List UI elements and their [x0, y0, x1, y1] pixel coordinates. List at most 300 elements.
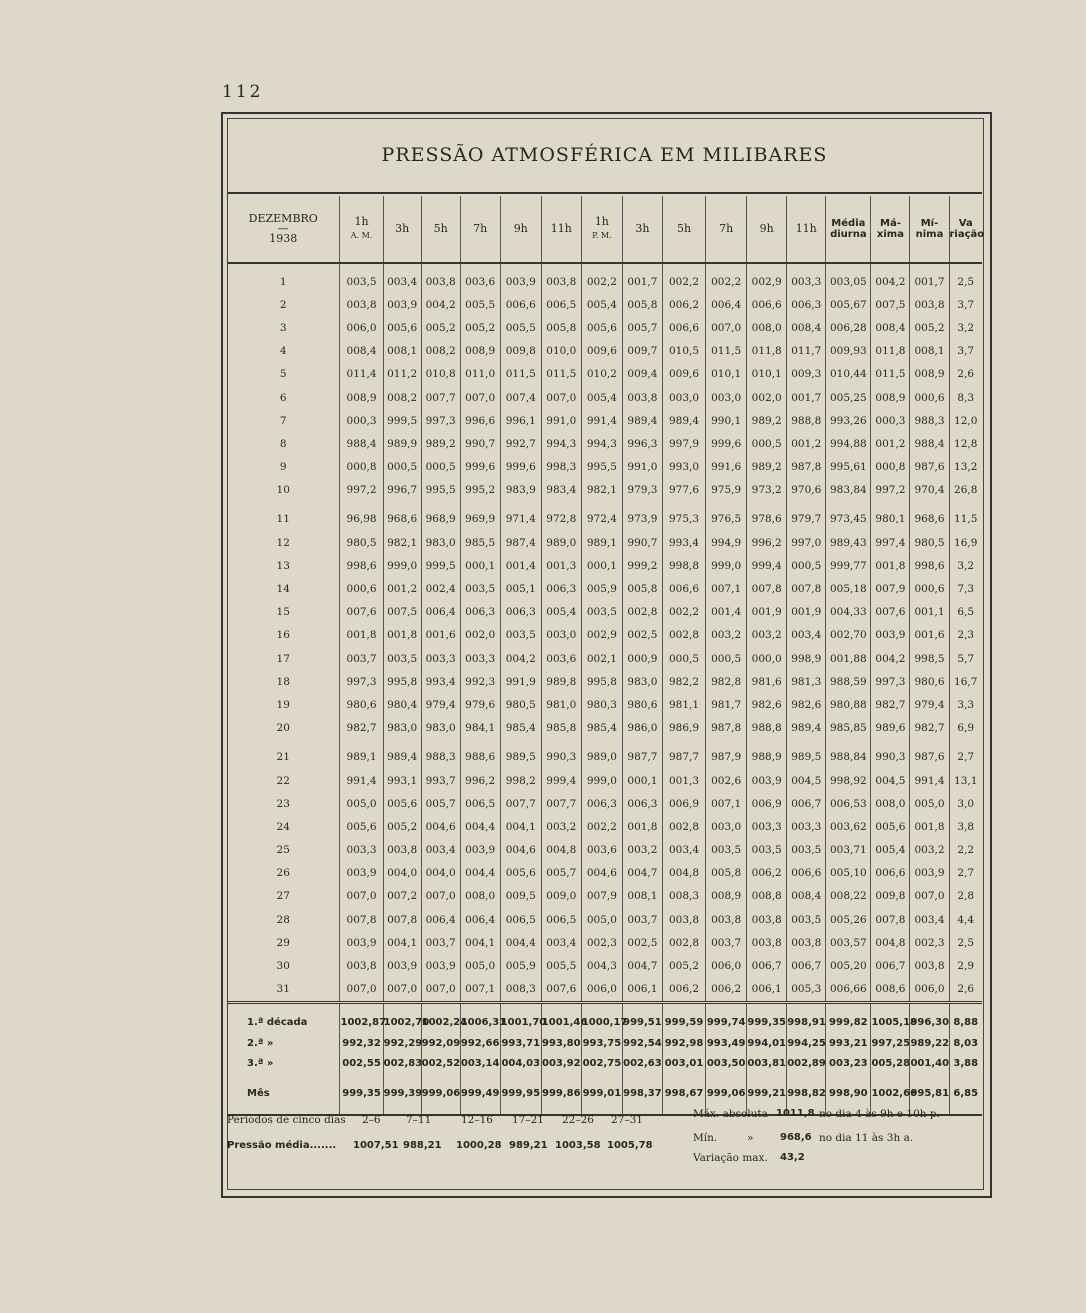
- day-cell: 20: [276, 722, 290, 735]
- value-cell: 002,2: [581, 815, 622, 838]
- hour-header: 9h: [500, 196, 541, 263]
- table-row: [227, 647, 982, 670]
- value-cell: 006,0: [581, 978, 622, 1003]
- value-cell: 990,7: [622, 531, 662, 554]
- summary-cell: 999,21: [747, 1074, 787, 1115]
- value-cell: 983,0: [622, 670, 662, 693]
- value-cell: 006,3: [541, 577, 581, 600]
- table-row: [227, 862, 982, 885]
- value-cell: 002,70: [826, 624, 871, 647]
- summary-cell: 1002,87: [340, 1002, 383, 1034]
- day-cell: 23: [276, 797, 290, 810]
- value-cell: 982,7: [910, 717, 949, 740]
- value-cell: 005,5: [460, 293, 500, 316]
- value-cell: 987,9: [706, 746, 747, 769]
- value-cell: 3,3: [949, 693, 982, 716]
- day-cell: 14: [276, 583, 290, 596]
- day-cell: 21: [276, 751, 290, 764]
- value-cell: 2,2: [949, 839, 982, 862]
- day-cell: 4: [279, 345, 287, 358]
- media-header: Média diurna: [826, 196, 871, 263]
- value-cell: 006,53: [826, 792, 871, 815]
- value-cell: 2,5: [949, 263, 982, 293]
- value-cell: 006,7: [787, 792, 826, 815]
- summary-cell: 999,35: [340, 1074, 383, 1115]
- min-ditto: »: [747, 1132, 754, 1144]
- value-cell: 006,3: [500, 601, 541, 624]
- value-cell: 8,3: [949, 386, 982, 409]
- value-cell: 007,7: [541, 792, 581, 815]
- value-cell: 003,0: [706, 386, 747, 409]
- value-cell: 004,1: [460, 931, 500, 954]
- value-cell: 008,9: [910, 363, 949, 386]
- summary-cell: 999,95: [500, 1074, 541, 1115]
- value-cell: 968,6: [910, 508, 949, 531]
- value-cell: 992,3: [460, 670, 500, 693]
- value-cell: 984,1: [460, 717, 500, 740]
- value-cell: 001,9: [787, 601, 826, 624]
- value-cell: 003,62: [826, 815, 871, 838]
- value-cell: 001,8: [340, 624, 383, 647]
- page-title: PRESSÃO ATMOSFÉRICA EM MILIBARES: [381, 144, 828, 166]
- value-cell: 973,9: [622, 508, 662, 531]
- value-cell: 008,2: [383, 386, 421, 409]
- value-cell: 005,7: [541, 862, 581, 885]
- value-cell: 994,3: [541, 432, 581, 455]
- variacao-header: Va riação: [949, 196, 982, 263]
- value-cell: 13,2: [949, 456, 982, 479]
- value-cell: 002,2: [581, 263, 622, 293]
- value-cell: 007,0: [383, 978, 421, 1003]
- day-cell: 16: [276, 629, 290, 642]
- value-cell: 991,0: [622, 456, 662, 479]
- value-cell: 006,6: [662, 577, 705, 600]
- table-row: [227, 839, 982, 862]
- min-label: Mín.: [693, 1132, 718, 1144]
- value-cell: 009,6: [662, 363, 705, 386]
- summary-cell: 6,85: [949, 1074, 982, 1115]
- value-cell: 996,2: [747, 531, 787, 554]
- value-cell: 009,93: [826, 340, 871, 363]
- value-cell: 989,4: [662, 409, 705, 432]
- day-cell: 27: [276, 890, 290, 903]
- value-cell: 005,7: [421, 792, 460, 815]
- value-cell: 996,6: [460, 409, 500, 432]
- value-cell: 989,0: [541, 531, 581, 554]
- value-cell: 011,8: [747, 340, 787, 363]
- value-cell: 997,2: [871, 479, 910, 502]
- value-cell: 000,5: [787, 554, 826, 577]
- value-cell: 008,22: [826, 885, 871, 908]
- value-cell: 006,3: [581, 792, 622, 815]
- value-cell: 004,6: [581, 862, 622, 885]
- value-cell: 011,5: [871, 363, 910, 386]
- value-cell: 006,6: [747, 293, 787, 316]
- value-cell: 003,0: [706, 815, 747, 838]
- value-cell: 006,1: [622, 978, 662, 1003]
- value-cell: 006,3: [622, 792, 662, 815]
- summary-label: 3.ª »: [247, 1058, 274, 1070]
- value-cell: 995,8: [581, 670, 622, 693]
- value-cell: 999,6: [500, 456, 541, 479]
- value-cell: 003,8: [910, 954, 949, 977]
- value-cell: 991,4: [340, 769, 383, 792]
- value-cell: 980,1: [871, 508, 910, 531]
- value-cell: 3,0: [949, 792, 982, 815]
- summary-cell: 1001,70: [500, 1002, 541, 1034]
- value-cell: 987,8: [787, 456, 826, 479]
- value-cell: 980,3: [581, 693, 622, 716]
- summary-cell: 994,01: [747, 1034, 787, 1054]
- value-cell: 975,9: [706, 479, 747, 502]
- value-cell: 005,8: [541, 316, 581, 339]
- value-cell: 998,92: [826, 769, 871, 792]
- pressure-item: 989,21: [509, 1140, 548, 1151]
- summary-cell: 999,51: [622, 1002, 662, 1034]
- value-cell: 006,3: [460, 601, 500, 624]
- value-cell: 005,2: [460, 316, 500, 339]
- value-cell: 003,9: [421, 954, 460, 977]
- value-cell: 996,7: [383, 479, 421, 502]
- value-cell: 005,8: [622, 293, 662, 316]
- value-cell: 003,8: [747, 931, 787, 954]
- table-row: [227, 746, 982, 769]
- value-cell: 989,4: [383, 746, 421, 769]
- value-cell: 995,61: [826, 456, 871, 479]
- value-cell: 000,9: [622, 647, 662, 670]
- summary-cell: 995,81: [910, 1074, 949, 1115]
- value-cell: 980,5: [500, 693, 541, 716]
- value-cell: 007,2: [383, 885, 421, 908]
- value-cell: 004,8: [541, 839, 581, 862]
- value-cell: 006,1: [747, 978, 787, 1003]
- summary-cell: 998,37: [622, 1074, 662, 1115]
- value-cell: 006,6: [787, 862, 826, 885]
- table-row: [227, 815, 982, 838]
- summary-cell: 999,01: [581, 1074, 622, 1115]
- value-cell: 004,1: [383, 931, 421, 954]
- value-cell: 001,3: [541, 554, 581, 577]
- summary-cell: 002,89: [787, 1054, 826, 1074]
- page-number: 112: [222, 82, 264, 102]
- value-cell: 003,0: [541, 624, 581, 647]
- day-cell: 18: [276, 675, 290, 688]
- value-cell: 16,9: [949, 531, 982, 554]
- value-cell: 999,6: [706, 432, 747, 455]
- value-cell: 003,9: [340, 862, 383, 885]
- value-cell: 998,2: [500, 769, 541, 792]
- value-cell: 3,2: [949, 554, 982, 577]
- value-cell: 007,0: [460, 386, 500, 409]
- value-cell: 003,7: [622, 908, 662, 931]
- value-cell: 003,4: [541, 931, 581, 954]
- value-cell: 973,2: [747, 479, 787, 502]
- value-cell: 007,4: [500, 386, 541, 409]
- value-cell: 988,3: [421, 746, 460, 769]
- value-cell: 000,5: [662, 647, 705, 670]
- day-cell: 24: [276, 820, 290, 833]
- value-cell: 003,8: [706, 908, 747, 931]
- value-cell: 004,5: [787, 769, 826, 792]
- table-row: [227, 601, 982, 624]
- value-cell: 003,5: [747, 839, 787, 862]
- value-cell: 989,43: [826, 531, 871, 554]
- value-cell: 981,1: [662, 693, 705, 716]
- value-cell: 003,8: [622, 386, 662, 409]
- value-cell: 980,88: [826, 693, 871, 716]
- value-cell: 008,8: [747, 885, 787, 908]
- value-cell: 996,3: [622, 432, 662, 455]
- footer: [227, 1094, 982, 1188]
- value-cell: 002,0: [460, 624, 500, 647]
- value-cell: 008,9: [340, 386, 383, 409]
- value-cell: 003,5: [500, 624, 541, 647]
- value-cell: 002,4: [421, 577, 460, 600]
- value-cell: 979,6: [460, 693, 500, 716]
- table-row: [227, 885, 982, 908]
- value-cell: 004,2: [871, 263, 910, 293]
- value-cell: 985,4: [581, 717, 622, 740]
- summary-cell: 993,80: [541, 1034, 581, 1054]
- value-cell: 991,9: [500, 670, 541, 693]
- value-cell: 007,0: [541, 386, 581, 409]
- min-text: no dia 11 às 3h a.: [819, 1132, 914, 1144]
- hour-header: 1h A. M.: [340, 196, 383, 263]
- value-cell: 006,5: [500, 908, 541, 931]
- value-cell: 010,2: [581, 363, 622, 386]
- value-cell: 000,5: [421, 456, 460, 479]
- pressure-item: 988,21: [403, 1140, 442, 1151]
- value-cell: 997,0: [787, 531, 826, 554]
- summary-cell: 003,23: [826, 1054, 871, 1074]
- value-cell: 987,8: [706, 717, 747, 740]
- value-cell: 010,0: [541, 340, 581, 363]
- day-cell: 3: [279, 321, 287, 334]
- value-cell: 2,7: [949, 746, 982, 769]
- summary-cell: 1002,66: [871, 1074, 910, 1115]
- value-cell: 968,6: [383, 508, 421, 531]
- value-cell: 006,0: [706, 954, 747, 977]
- value-cell: 2,7: [949, 862, 982, 885]
- value-cell: 994,88: [826, 432, 871, 455]
- summary-cell: 002,52: [421, 1054, 460, 1074]
- minima-header: Mí- nima: [910, 196, 949, 263]
- day-cell: 8: [279, 437, 287, 450]
- value-cell: 005,8: [622, 577, 662, 600]
- day-cell: 17: [276, 652, 290, 665]
- value-cell: 005,6: [500, 862, 541, 885]
- value-cell: 011,2: [383, 363, 421, 386]
- value-cell: 998,6: [340, 554, 383, 577]
- value-cell: 005,0: [581, 908, 622, 931]
- day-cell: 9: [279, 461, 287, 474]
- maxima-header: Má- xima: [871, 196, 910, 263]
- table-row: [227, 456, 982, 479]
- value-cell: 000,6: [910, 386, 949, 409]
- table-row: [227, 531, 982, 554]
- value-cell: 007,1: [460, 978, 500, 1003]
- value-cell: 005,6: [383, 316, 421, 339]
- value-cell: 008,2: [421, 340, 460, 363]
- value-cell: 005,2: [662, 954, 705, 977]
- value-cell: 004,2: [421, 293, 460, 316]
- value-cell: 988,84: [826, 746, 871, 769]
- value-cell: 005,5: [541, 954, 581, 977]
- value-cell: 006,0: [340, 316, 383, 339]
- value-cell: 006,0: [910, 978, 949, 1003]
- value-cell: 003,9: [910, 862, 949, 885]
- value-cell: 006,2: [706, 978, 747, 1003]
- table-row: [227, 293, 982, 316]
- value-cell: 000,1: [622, 769, 662, 792]
- value-cell: 989,9: [383, 432, 421, 455]
- summary-cell: 998,67: [662, 1074, 705, 1115]
- value-cell: 002,1: [581, 647, 622, 670]
- value-cell: 986,0: [622, 717, 662, 740]
- value-cell: 988,3: [910, 409, 949, 432]
- value-cell: 006,4: [421, 601, 460, 624]
- var-label: Variação max.: [693, 1152, 768, 1164]
- value-cell: 003,3: [421, 647, 460, 670]
- summary-cell: 998,90: [826, 1074, 871, 1115]
- value-cell: 004,6: [421, 815, 460, 838]
- value-cell: 000,6: [340, 577, 383, 600]
- value-cell: 005,10: [826, 862, 871, 885]
- header-row: [227, 196, 982, 263]
- hour-header: 11h: [541, 196, 581, 263]
- period-item: 12–16: [461, 1114, 493, 1126]
- value-cell: 989,2: [747, 456, 787, 479]
- value-cell: 002,5: [622, 624, 662, 647]
- value-cell: 2,9: [949, 954, 982, 977]
- value-cell: 011,5: [500, 363, 541, 386]
- value-cell: 006,7: [747, 954, 787, 977]
- table-row: [227, 670, 982, 693]
- value-cell: 004,2: [871, 647, 910, 670]
- value-cell: 5,7: [949, 647, 982, 670]
- value-cell: 009,0: [541, 885, 581, 908]
- value-cell: 001,4: [706, 601, 747, 624]
- value-cell: 11,5: [949, 508, 982, 531]
- value-cell: 007,0: [910, 885, 949, 908]
- value-cell: 991,4: [910, 769, 949, 792]
- value-cell: 003,9: [383, 954, 421, 977]
- summary-cell: 992,29: [383, 1034, 421, 1054]
- value-cell: 993,1: [383, 769, 421, 792]
- day-cell: 11: [276, 513, 290, 526]
- table-row: [227, 624, 982, 647]
- value-cell: 005,20: [826, 954, 871, 977]
- value-cell: 989,2: [421, 432, 460, 455]
- value-cell: 008,0: [460, 885, 500, 908]
- value-cell: 989,5: [787, 746, 826, 769]
- value-cell: 000,1: [460, 554, 500, 577]
- value-cell: 007,5: [871, 293, 910, 316]
- value-cell: 983,4: [541, 479, 581, 502]
- value-cell: 001,88: [826, 647, 871, 670]
- value-cell: 004,8: [871, 931, 910, 954]
- value-cell: 001,7: [622, 263, 662, 293]
- value-cell: 001,6: [421, 624, 460, 647]
- value-cell: 011,8: [871, 340, 910, 363]
- value-cell: 003,4: [910, 908, 949, 931]
- value-cell: 004,7: [622, 954, 662, 977]
- value-cell: 004,4: [500, 931, 541, 954]
- value-cell: 003,6: [581, 839, 622, 862]
- summary-cell: 002,75: [581, 1054, 622, 1074]
- value-cell: 003,9: [383, 293, 421, 316]
- value-cell: 007,7: [500, 792, 541, 815]
- value-cell: 002,3: [910, 931, 949, 954]
- value-cell: 003,5: [581, 601, 622, 624]
- value-cell: 982,7: [340, 717, 383, 740]
- table-row: [227, 792, 982, 815]
- value-cell: 001,2: [871, 432, 910, 455]
- value-cell: 005,5: [500, 316, 541, 339]
- value-cell: 997,3: [871, 670, 910, 693]
- summary-cell: 993,21: [826, 1034, 871, 1054]
- table-row: [227, 263, 982, 293]
- value-cell: 987,4: [500, 531, 541, 554]
- value-cell: 7,3: [949, 577, 982, 600]
- summary-cell: 999,06: [421, 1074, 460, 1115]
- value-cell: 990,3: [871, 746, 910, 769]
- value-cell: 011,7: [787, 340, 826, 363]
- period-item: 2–6: [362, 1114, 381, 1126]
- value-cell: 003,2: [910, 839, 949, 862]
- value-cell: 003,5: [787, 839, 826, 862]
- value-cell: 006,9: [662, 792, 705, 815]
- value-cell: 996,1: [500, 409, 541, 432]
- value-cell: 001,8: [622, 815, 662, 838]
- hour-header: 3h: [383, 196, 421, 263]
- value-cell: 982,2: [662, 670, 705, 693]
- value-cell: 007,1: [706, 577, 747, 600]
- value-cell: 979,7: [787, 508, 826, 531]
- value-cell: 983,0: [421, 717, 460, 740]
- min-value: 968,6: [780, 1132, 812, 1143]
- value-cell: 982,6: [747, 693, 787, 716]
- value-cell: 969,9: [460, 508, 500, 531]
- value-cell: 002,2: [706, 263, 747, 293]
- value-cell: 003,2: [622, 839, 662, 862]
- summary-cell: 996,30: [910, 1002, 949, 1034]
- value-cell: 993,7: [421, 769, 460, 792]
- value-cell: 004,3: [581, 954, 622, 977]
- value-cell: 003,8: [747, 908, 787, 931]
- summary-cell: 999,06: [706, 1074, 747, 1115]
- value-cell: 001,8: [910, 815, 949, 838]
- summary-row: [227, 1034, 982, 1054]
- value-cell: 992,7: [500, 432, 541, 455]
- value-cell: 000,5: [706, 647, 747, 670]
- value-cell: 005,2: [910, 316, 949, 339]
- value-cell: 002,3: [581, 931, 622, 954]
- value-cell: 003,4: [421, 839, 460, 862]
- summary-cell: 003,01: [662, 1054, 705, 1074]
- value-cell: 985,5: [460, 531, 500, 554]
- day-cell: 13: [276, 559, 290, 572]
- summary-cell: 004,03: [500, 1054, 541, 1074]
- value-cell: 005,0: [340, 792, 383, 815]
- value-cell: 001,4: [500, 554, 541, 577]
- value-cell: 006,2: [662, 293, 705, 316]
- value-cell: 001,8: [871, 554, 910, 577]
- value-cell: 003,3: [787, 815, 826, 838]
- value-cell: 976,5: [706, 508, 747, 531]
- table-row: [227, 954, 982, 977]
- value-cell: 009,8: [871, 885, 910, 908]
